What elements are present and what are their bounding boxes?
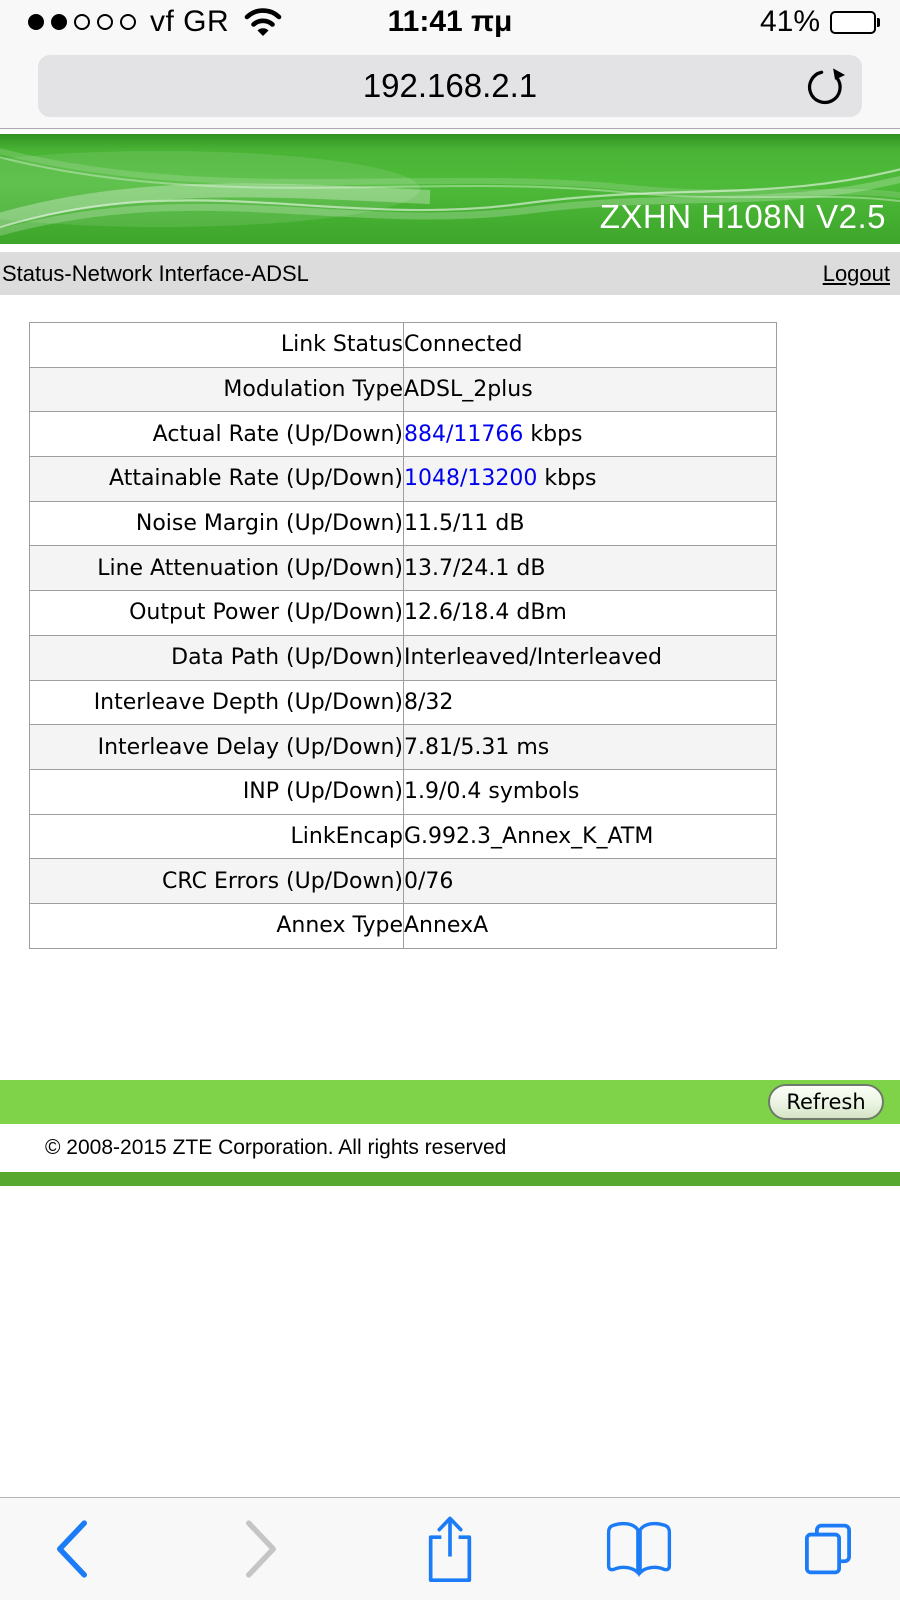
logout-link[interactable]: Logout <box>822 260 890 286</box>
table-row <box>30 323 777 368</box>
copyright-band <box>0 1124 900 1172</box>
row-value: 13.7/24.1 dB <box>404 546 777 591</box>
row-label: CRC Errors (Up/Down) <box>30 859 404 904</box>
table-row <box>30 591 777 636</box>
row-label: Noise Margin (Up/Down) <box>30 501 404 546</box>
safari-toolbar <box>0 1497 900 1600</box>
battery-percent-label: 41% <box>759 5 820 38</box>
empty-page-space <box>0 1186 900 1497</box>
table-row <box>30 814 777 859</box>
table-row <box>30 725 777 770</box>
back-button[interactable] <box>32 1509 112 1589</box>
url-text: 192.168.2.1 <box>362 67 538 104</box>
row-value: 1048/13200 kbps <box>404 457 777 502</box>
table-row <box>30 367 777 412</box>
table-row <box>30 903 777 948</box>
refresh-bar <box>0 1080 900 1124</box>
row-label: Attainable Rate (Up/Down) <box>30 457 404 502</box>
row-value: 1.9/0.4 symbols <box>404 769 777 814</box>
copyright-text: © 2008-2015 ZTE Corporation. All rights reserved <box>45 1136 507 1159</box>
refresh-button[interactable]: Refresh <box>768 1084 884 1120</box>
share-button[interactable] <box>410 1509 490 1589</box>
footer-green-strip <box>0 1172 900 1186</box>
ios-status-bar <box>0 0 900 44</box>
safari-url-row <box>0 44 900 129</box>
carrier-label: vf GR <box>150 5 230 38</box>
zte-banner <box>0 134 900 244</box>
breadcrumb-bar <box>0 252 900 295</box>
row-value: 11.5/11 dB <box>404 501 777 546</box>
row-value: 0/76 <box>404 859 777 904</box>
bookmarks-button[interactable] <box>599 1509 679 1589</box>
device-model-title: ZXHN H108N V2.5 <box>599 198 886 235</box>
tabs-button[interactable] <box>788 1509 868 1589</box>
breadcrumb: Status-Network Interface-ADSL <box>2 260 309 286</box>
page-content <box>0 295 900 1080</box>
row-label: Line Attenuation (Up/Down) <box>30 546 404 591</box>
row-value: ADSL_2plus <box>404 367 777 412</box>
row-label: INP (Up/Down) <box>30 769 404 814</box>
row-value-highlight: 1048/13200 <box>404 466 538 492</box>
row-label: Interleave Depth (Up/Down) <box>30 680 404 725</box>
row-label: Link Status <box>30 323 404 368</box>
address-bar[interactable] <box>38 55 862 117</box>
row-label: Actual Rate (Up/Down) <box>30 412 404 457</box>
row-value: G.992.3_Annex_K_ATM <box>404 814 777 859</box>
table-row <box>30 457 777 502</box>
table-row <box>30 769 777 814</box>
row-value: AnnexA <box>404 903 777 948</box>
row-value: 12.6/18.4 dBm <box>404 591 777 636</box>
row-value: Interleaved/Interleaved <box>404 635 777 680</box>
clock-label: 11:41 πμ <box>387 5 513 38</box>
table-row <box>30 859 777 904</box>
row-label: Annex Type <box>30 903 404 948</box>
table-row <box>30 635 777 680</box>
row-value: Connected <box>404 323 777 368</box>
table-row <box>30 546 777 591</box>
reload-icon[interactable] <box>804 65 846 112</box>
adsl-status-table <box>29 322 777 949</box>
row-label: LinkEncap <box>30 814 404 859</box>
forward-button[interactable] <box>221 1509 301 1589</box>
table-row <box>30 412 777 457</box>
row-label: Interleave Delay (Up/Down) <box>30 725 404 770</box>
row-label: Output Power (Up/Down) <box>30 591 404 636</box>
table-row <box>30 501 777 546</box>
row-value-highlight: 884/11766 <box>404 421 524 447</box>
row-value: 8/32 <box>404 680 777 725</box>
table-row <box>30 680 777 725</box>
banner-gap <box>0 244 900 252</box>
row-label: Modulation Type <box>30 367 404 412</box>
row-value: 7.81/5.31 ms <box>404 725 777 770</box>
row-label: Data Path (Up/Down) <box>30 635 404 680</box>
row-value: 884/11766 kbps <box>404 412 777 457</box>
